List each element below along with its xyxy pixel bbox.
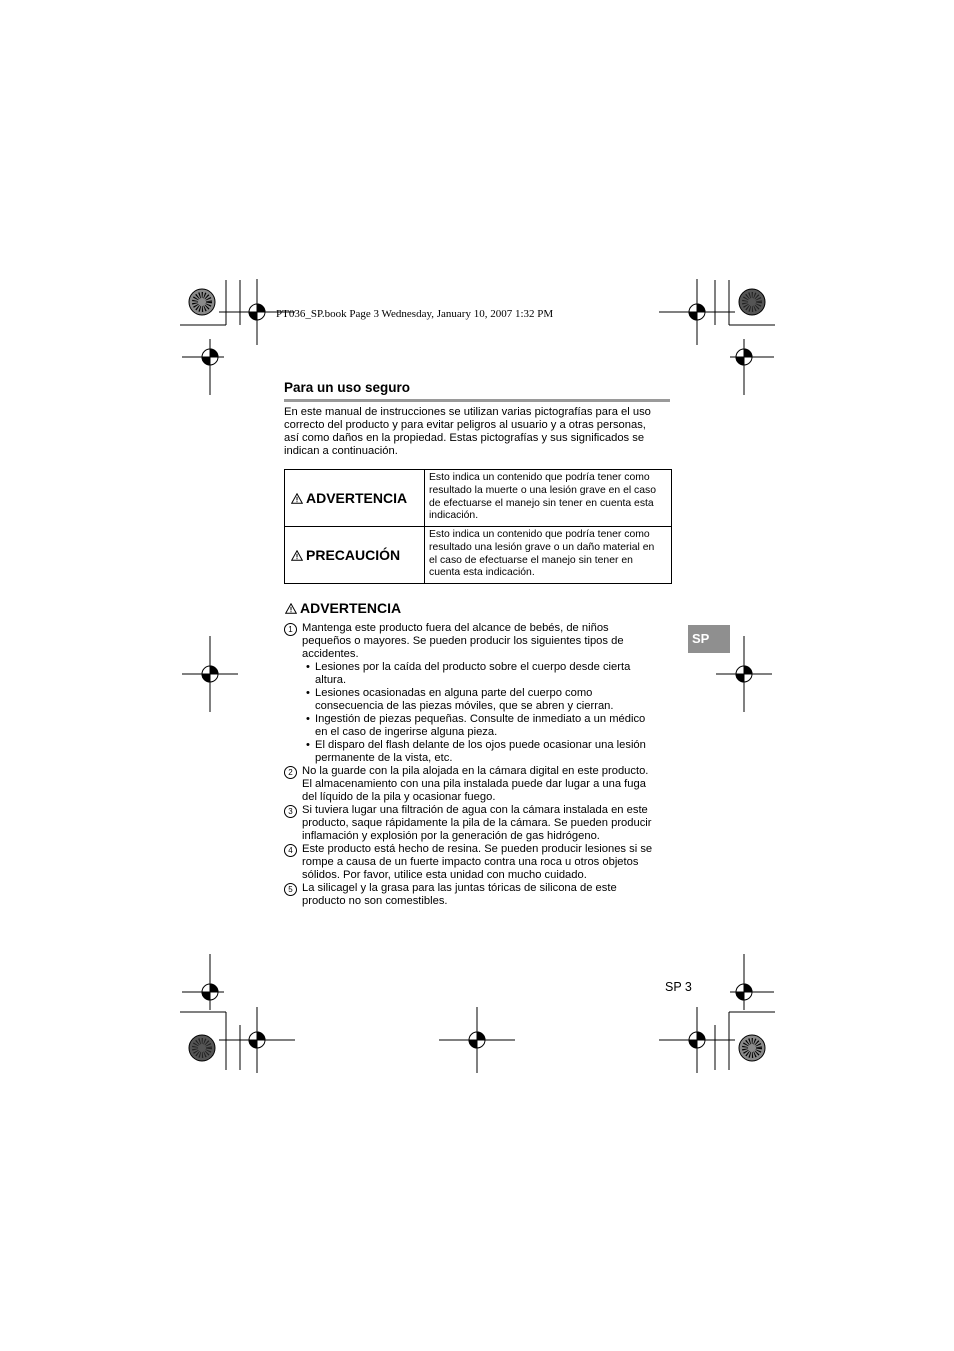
section-title: Para un uso seguro: [284, 380, 411, 395]
signal-label: ADVERTENCIA: [306, 490, 408, 506]
list-item: [284, 804, 676, 843]
bullet-dot: •: [306, 661, 310, 673]
warning-triangle-icon: [291, 493, 303, 504]
desc-line: cuenta esta indicación.: [429, 567, 535, 579]
circled-number: 4: [284, 844, 297, 857]
list-item: [284, 843, 676, 882]
table-row: [285, 527, 672, 584]
circled-number: 3: [284, 805, 297, 818]
circled-number: 5: [284, 883, 297, 896]
item-line: Este producto está hecho de resina. Se pueden producir lesiones si se: [302, 843, 653, 855]
item-line: Mantenga este producto fuera del alcance de bebés, de niños: [302, 622, 609, 634]
item-line: sólidos. Por favor, utilice esta unidad con mucho cuidado.: [302, 869, 587, 881]
bullet-line: Lesiones por la caída del producto sobre el cuerpo desde cierta: [315, 661, 631, 673]
title-rule: [284, 399, 670, 402]
warning-list: [284, 622, 676, 908]
warning-heading-text: ADVERTENCIA: [300, 600, 402, 616]
bullet-line: en el caso de ingerirse alguna pieza.: [315, 726, 498, 738]
desc-line: Esto indica un contenido que podría tener como: [429, 471, 650, 483]
bullet-item: [284, 713, 676, 739]
bullet-dot: •: [306, 739, 310, 751]
circled-number: 1: [284, 623, 297, 636]
item-line: inflamación y explosión por la generación de gas hidrógeno.: [302, 830, 600, 842]
intro-line: así como daños en la propiedad. Estas pictografías y sus significados se: [284, 432, 645, 444]
circled-number: 2: [284, 766, 297, 779]
bullet-line: Ingestión de piezas pequeñas. Consulte de inmediato a un médico: [315, 713, 646, 725]
item-line: Si tuviera lugar una filtración de agua con la cámara instalada en este: [302, 804, 648, 816]
item-line: del líquido de la pila y ocasionar fuego.: [302, 791, 496, 803]
item-line: producto, saque rápidamente la pila de la cámara. Se pueden producir: [302, 817, 652, 829]
warning-triangle-icon: [285, 603, 297, 614]
item-line: La silicagel y la grasa para las juntas tóricas de silicona de este: [302, 882, 617, 894]
desc-line: el caso de efectuarse el manejo sin tener en: [429, 554, 633, 566]
list-item: [284, 882, 676, 908]
intro-paragraph: [284, 406, 674, 458]
item-line: pequeños o mayores. Se pueden producir los siguientes tipos de: [302, 635, 624, 647]
list-item: [284, 765, 676, 804]
page-number: SP 3: [665, 980, 692, 994]
bullet-line: permanente de la vista, etc.: [315, 752, 453, 764]
item-line: rompe a causa de un fuerte impacto contra una roca u otros objetos: [302, 856, 639, 868]
intro-line: correcto del producto y para evitar peligros al usuario y a otras personas,: [284, 419, 646, 431]
book-header-line: PT036_SP.book Page 3 Wednesday, January 10, 2007 1:32 PM: [276, 308, 554, 320]
signal-word-table: [284, 469, 672, 584]
item-line: El almacenamiento con una pila instalada puede dar lugar a una fuga: [302, 778, 646, 790]
signal-label-cell: [285, 527, 425, 584]
bullet-line: consecuencia de las piezas móviles, que se abren y cierran.: [315, 700, 614, 712]
language-tab: SP: [688, 625, 730, 653]
bullet-item: [284, 661, 676, 687]
desc-line: resultado la muerte o una lesión grave en el caso: [429, 484, 657, 496]
desc-line: Esto indica un contenido que podría tener como: [429, 528, 650, 540]
bullet-item: [284, 739, 676, 765]
list-item: [284, 622, 676, 661]
bullet-dot: •: [306, 687, 310, 699]
signal-label-cell: [285, 470, 425, 527]
bullet-line: El disparo del flash delante de los ojos puede ocasionar una lesión: [315, 739, 646, 751]
signal-desc-cell: [425, 527, 672, 584]
warning-triangle-icon: [291, 550, 303, 561]
bullet-dot: •: [306, 713, 310, 725]
signal-desc-cell: [425, 470, 672, 527]
intro-line: En este manual de instrucciones se utilizan varias pictografías para el uso: [284, 406, 651, 418]
desc-line: indicación.: [429, 510, 479, 522]
signal-label: PRECAUCIÓN: [306, 547, 401, 563]
item-line: No la guarde con la pila alojada en la cámara digital en este producto.: [302, 765, 649, 777]
bullet-line: Lesiones ocasionadas en alguna parte del cuerpo como: [315, 687, 593, 699]
desc-line: resultado una lesión grave o un daño material en: [429, 541, 655, 553]
table-row: [285, 470, 672, 527]
item-line: producto no son comestibles.: [302, 895, 448, 907]
warning-heading: [285, 600, 401, 616]
item-line: accidentes.: [302, 648, 359, 660]
bullet-line: altura.: [315, 674, 347, 686]
intro-line: indican a continuación.: [284, 445, 398, 457]
desc-line: de efectuarse el manejo sin tener en cuenta esta: [429, 497, 654, 509]
bullet-item: [284, 687, 676, 713]
